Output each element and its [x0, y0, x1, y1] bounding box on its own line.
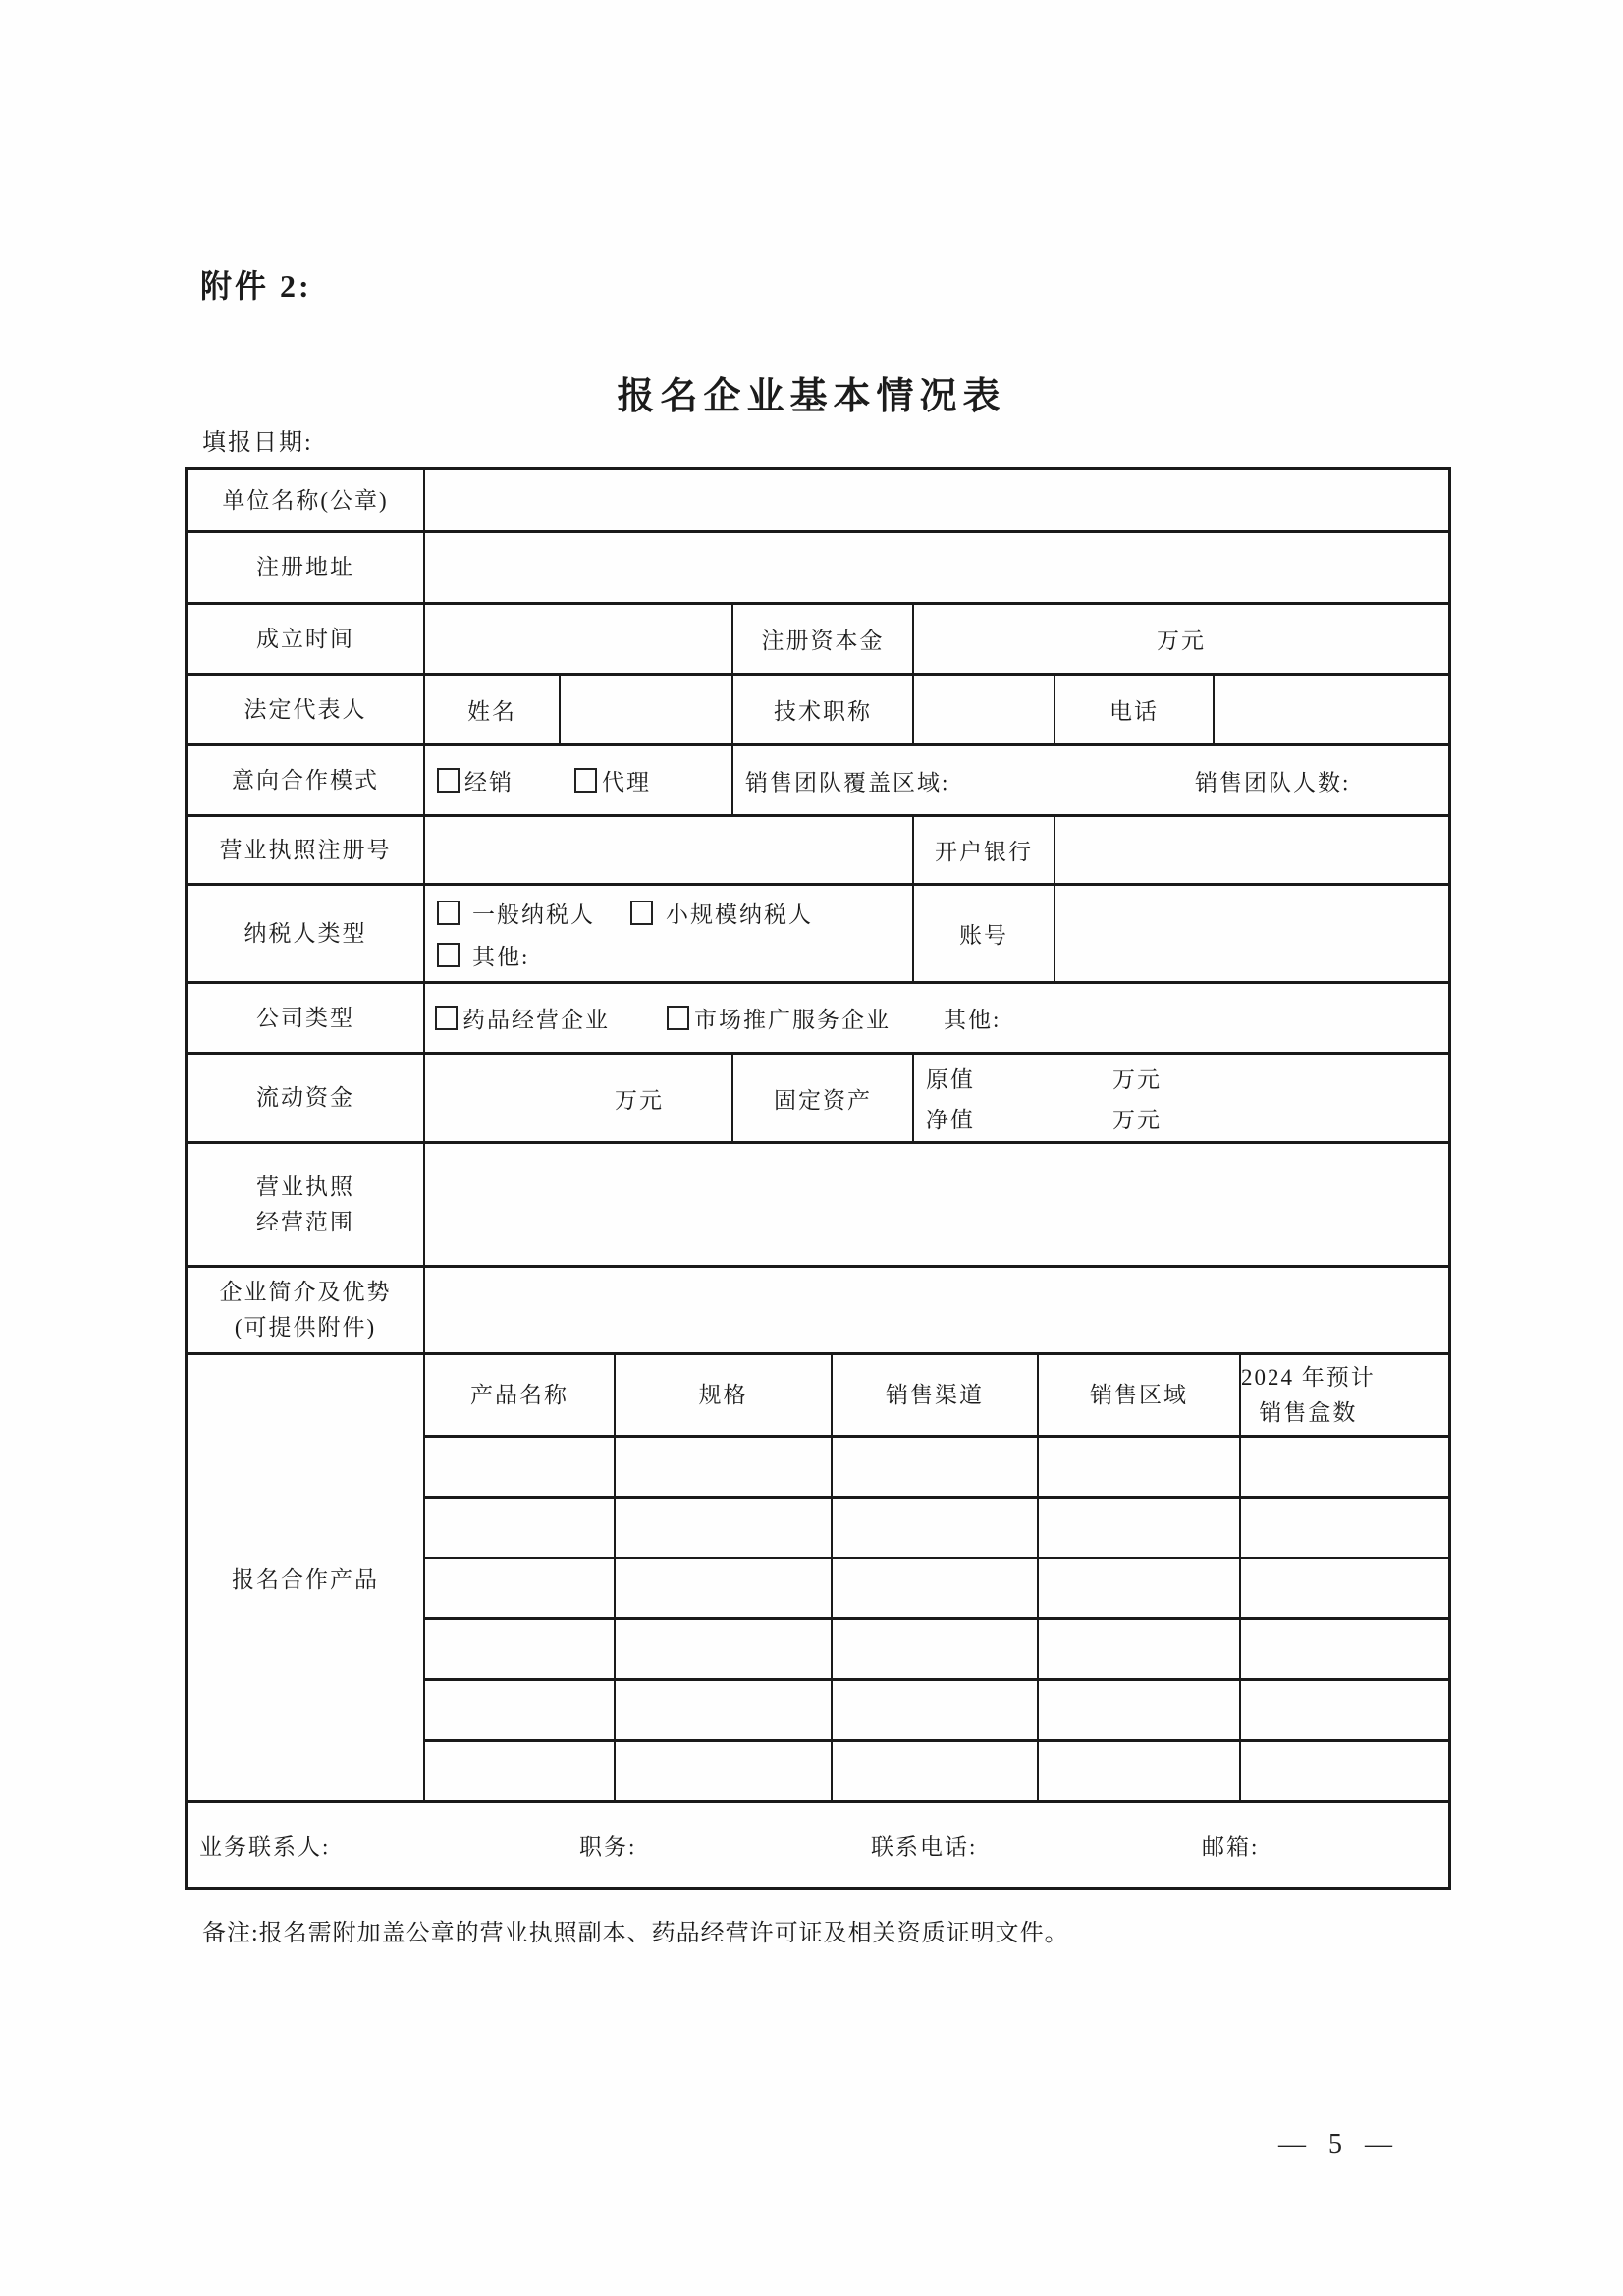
- coop-option-agency: 代理: [574, 764, 651, 796]
- row-profile: [188, 1268, 1448, 1355]
- col-sales-channel: 销售渠道: [833, 1355, 1039, 1435]
- row-company-type: [188, 984, 1448, 1055]
- tech-title-label: 技术职称: [733, 676, 914, 743]
- establish-date-field: [425, 605, 733, 673]
- name-field: [561, 676, 733, 743]
- bank-field: [1055, 817, 1448, 883]
- net-value-unit: 万元: [1112, 1108, 1162, 1132]
- working-capital-label: 流动资金: [188, 1055, 425, 1141]
- row-products: [188, 1355, 1448, 1803]
- product-row: [425, 1499, 1448, 1559]
- product-row: [425, 1742, 1448, 1800]
- bank-label: 开户银行: [914, 817, 1055, 883]
- phone-label: 电话: [1055, 676, 1215, 743]
- reg-address-field: [425, 533, 1448, 602]
- account-field: [1055, 886, 1448, 981]
- unit-name-field: [425, 470, 1448, 530]
- checkbox-icon: [437, 943, 460, 967]
- page-number: — 5 —: [1278, 2129, 1392, 2159]
- license-no-field: [425, 817, 914, 883]
- checkbox-icon: [435, 1006, 458, 1030]
- checkbox-icon: [574, 768, 597, 793]
- attachment-label: 附件 2:: [200, 268, 312, 303]
- sales-team-cell: [733, 746, 1448, 814]
- legal-rep-label: 法定代表人: [188, 676, 425, 743]
- account-label: 账号: [914, 886, 1055, 981]
- license-scope-field: [425, 1144, 1448, 1265]
- unit-name-label: 单位名称(公章): [188, 470, 425, 530]
- col-product-name: 产品名称: [425, 1355, 616, 1435]
- coop-mode-label: 意向合作模式: [188, 746, 425, 814]
- phone-field: [1215, 676, 1448, 743]
- note-text: 备注:报名需附加盖公章的营业执照副本、药品经营许可证及相关资质证明文件。: [202, 1921, 1069, 1946]
- original-value-unit: 万元: [1112, 1067, 1162, 1092]
- reg-address-label: 注册地址: [188, 533, 425, 602]
- contact-phone-label: 联系电话:: [871, 1834, 978, 1860]
- reg-capital-unit: 万元: [1157, 629, 1206, 653]
- license-scope-label: 营业执照 经营范围: [188, 1144, 425, 1265]
- row-establish-capital: [188, 605, 1448, 676]
- sales-area-label: 销售团队覆盖区域:: [745, 770, 950, 794]
- product-row: [425, 1438, 1448, 1499]
- original-value-line: [926, 1062, 1162, 1094]
- license-no-label: 营业执照注册号: [188, 817, 425, 883]
- product-row: [425, 1681, 1448, 1742]
- coop-option-distribution: 经销: [437, 764, 514, 796]
- checkbox-icon: [437, 901, 460, 925]
- row-license-scope: [188, 1144, 1448, 1268]
- product-row: [425, 1620, 1448, 1681]
- taxpayer-label: 纳税人类型: [188, 886, 425, 981]
- sales-count-label: 销售团队人数:: [1195, 770, 1351, 794]
- products-table: [425, 1355, 1448, 1800]
- checkbox-icon: [437, 768, 460, 793]
- row-unit-name: [188, 470, 1448, 533]
- enterprise-info-table: [185, 467, 1451, 1890]
- row-taxpayer: [188, 886, 1448, 984]
- taxpayer-line1: [437, 897, 813, 929]
- taxpayer-option-general: 一般纳税人: [437, 897, 595, 929]
- company-type-option-marketing: 市场推广服务企业: [667, 1002, 891, 1034]
- product-row: [425, 1559, 1448, 1620]
- position-label: 职务:: [579, 1834, 637, 1860]
- row-license-bank: [188, 817, 1448, 886]
- reg-capital-label: 注册资本金: [733, 605, 914, 673]
- row-capital-assets: [188, 1055, 1448, 1144]
- fixed-assets-values-cell: [914, 1055, 1448, 1141]
- company-type-label: 公司类型: [188, 984, 425, 1052]
- reg-capital-field: [914, 605, 1448, 673]
- col-sales-region: 销售区域: [1039, 1355, 1241, 1435]
- establish-date-label: 成立时间: [188, 605, 425, 673]
- working-capital-field: [425, 1055, 733, 1141]
- contact-label: 业务联系人:: [199, 1834, 331, 1860]
- taxpayer-option-small: 小规模纳税人: [630, 897, 813, 929]
- taxpayer-options-cell: [425, 886, 914, 981]
- row-reg-address: [188, 533, 1448, 605]
- taxpayer-option-other: 其他:: [437, 939, 529, 971]
- coop-options-cell: [425, 746, 733, 814]
- tech-title-field: [914, 676, 1055, 743]
- row-legal-rep: [188, 676, 1448, 746]
- profile-field: [425, 1268, 1448, 1352]
- col-spec: 规格: [616, 1355, 833, 1435]
- col-estimated-boxes: 2024 年预计 销售盒数: [1241, 1364, 1376, 1425]
- original-value-label: 原值: [926, 1067, 975, 1092]
- products-label: 报名合作产品: [188, 1355, 425, 1800]
- row-contacts: [188, 1803, 1448, 1887]
- checkbox-icon: [630, 901, 653, 925]
- profile-label: 企业简介及优势 (可提供附件): [188, 1268, 425, 1352]
- net-value-label: 净值: [926, 1108, 975, 1132]
- taxpayer-line2: [437, 939, 529, 971]
- page-title: 报名企业基本情况表: [617, 376, 1006, 417]
- fill-date-label: 填报日期:: [202, 430, 313, 456]
- email-label: 邮箱:: [1202, 1834, 1260, 1860]
- row-coop-mode: [188, 746, 1448, 817]
- company-type-options-cell: [425, 984, 1448, 1052]
- net-value-line: [926, 1102, 1162, 1134]
- checkbox-icon: [667, 1006, 689, 1030]
- fixed-assets-label: 固定资产: [733, 1055, 914, 1141]
- company-type-option-pharma: 药品经营企业: [435, 1002, 610, 1034]
- working-capital-unit: 万元: [615, 1087, 664, 1113]
- products-header-row: [425, 1355, 1448, 1438]
- name-label: 姓名: [425, 676, 561, 743]
- company-type-other-label: 其他:: [944, 1008, 1001, 1032]
